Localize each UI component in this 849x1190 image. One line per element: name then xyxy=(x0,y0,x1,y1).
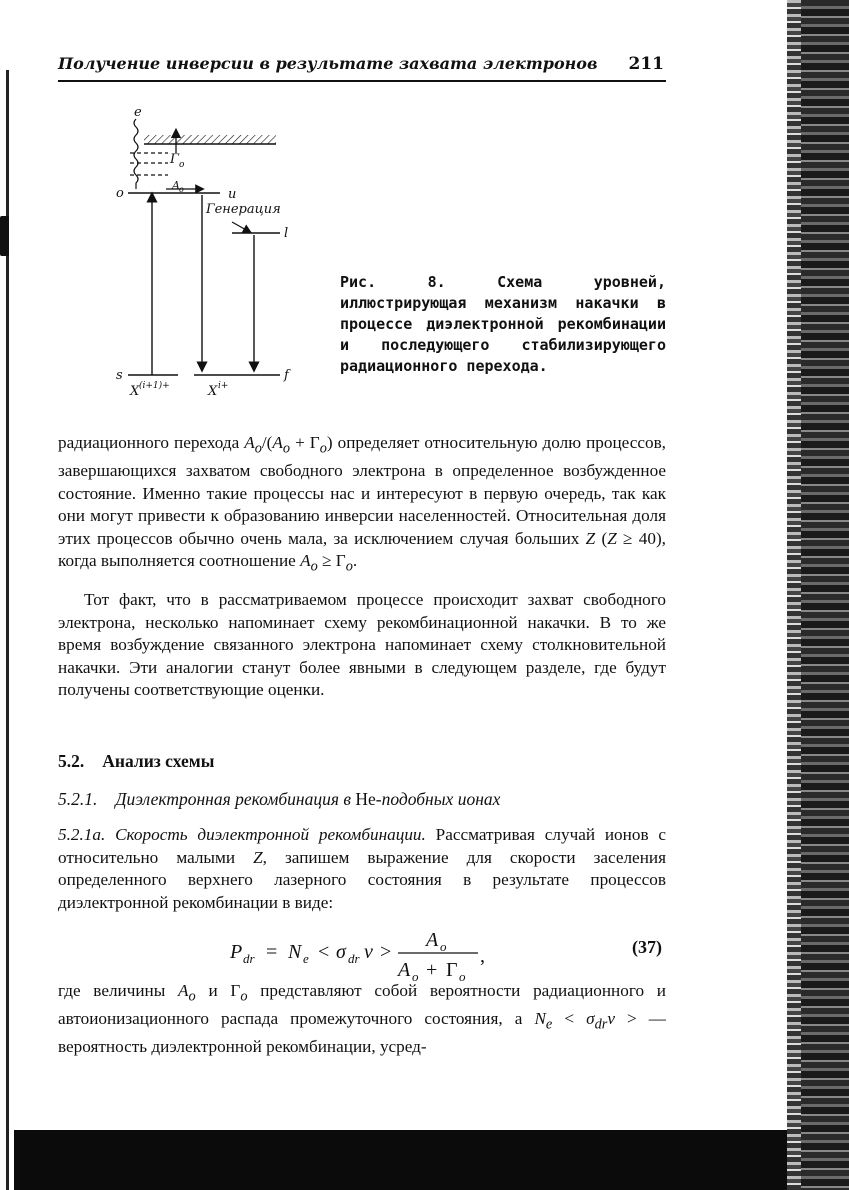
paragraph-3: 5.2.1а. Скорость диэлектронной рекомбинации. Рассматривая случай ионов с относительно малыми Z, запишем выражение для скорости заселения определенного верхнего лазерного состояния в результате процессов диэлектронной рекомбинации в виде: xyxy=(58,825,667,912)
label-gamma: Γ xyxy=(170,152,180,167)
label-f: f xyxy=(284,368,289,383)
section-title: Анализ схемы xyxy=(102,751,215,771)
paragraph-1: радиационного перехода $A_o/(A_o + \Gamma_o)$ определяет относительную долю процессов, завершающихся захватом свободного электрона в определенное возбужденное состояние. Именно такие процессы нас и интересуют в первую очередь, так как они могут привести к образованию инверсии населенностей. Относительная доля этих процессов обычно очень мала, за исключением случая больших Z (Z ≥ 40), когда выполняется соотношение $A_o \ge \Gamma_o$. xyxy=(58,433,666,575)
electron-path xyxy=(134,119,138,189)
svg-text:A: A xyxy=(426,929,439,951)
svg-text:o: o xyxy=(412,969,419,984)
header-rule xyxy=(58,80,666,82)
svg-text:e: e xyxy=(303,951,309,966)
label-x-ion1: X xyxy=(130,384,140,399)
label-l: l xyxy=(284,226,289,241)
svg-text:Γ: Γ xyxy=(446,959,458,981)
label-e: e xyxy=(134,105,142,120)
svg-text:A: A xyxy=(398,959,411,981)
svg-text:v: v xyxy=(364,941,373,963)
svg-text:,: , xyxy=(480,945,485,967)
equation-body xyxy=(58,920,618,984)
scan-bottom-shadow xyxy=(14,1130,787,1190)
label-x-ion2: X xyxy=(208,384,218,399)
caption-text: Схема уровней, иллюстрирующая механизм накачки в процессе диэлектронной рекомбинации и последующего стабилизирующего радиационного перехода. xyxy=(340,273,666,375)
svg-text:o: o xyxy=(440,939,447,954)
svg-text:N: N xyxy=(288,941,302,963)
svg-text:>: > xyxy=(380,941,392,963)
label-o: o xyxy=(116,186,124,201)
equation-number: (37) xyxy=(632,937,662,957)
svg-text:dr: dr xyxy=(348,951,360,966)
svg-text:P: P xyxy=(230,941,243,963)
figure-caption xyxy=(340,272,666,377)
label-s: s xyxy=(116,368,123,383)
running-title: Получение инверсии в результате захвата электронов xyxy=(58,54,598,73)
paragraph-run-in-heading: 5.2.1а. Скорость диэлектронной рекомбинации. xyxy=(58,825,426,844)
section-number: 5.2. xyxy=(58,751,85,771)
label-gamma-sub: o xyxy=(179,160,185,170)
page-number: 211 xyxy=(628,54,664,74)
running-header xyxy=(58,54,664,74)
paragraph-2: Тот факт, что в рассматриваемом процессе происходит захват свободного электрона, несколько напоминает схему рекомбинационной накачки. В то же время возбуждение связанного электрона напоминает схему столкновительной накачки. Эти аналогии станут более явными в следующем разделе, где будут получены соответствующие оценки. xyxy=(58,590,666,700)
svg-text:σ: σ xyxy=(336,941,346,963)
paragraph-4: где величины $A_o$ и $\Gamma_o$ представляют собой вероятности радиационного и автоионизационного распада промежуточного состояния, а $N_e < \sigma_{dr}v$ > — вероятность диэлектронной рекомбинации, усред- xyxy=(58,981,666,1057)
svg-text:=: = xyxy=(266,941,278,963)
scan-left-mark xyxy=(0,216,9,256)
subsection-number: 5.2.1. xyxy=(58,789,98,809)
label-x-ion1-sup: (i+1)+ xyxy=(139,381,170,391)
section-heading xyxy=(58,751,214,772)
scan-book-edge xyxy=(787,0,849,1190)
label-a0: A xyxy=(172,179,180,192)
subsection-heading: 5.2.1. Диэлектронная рекомбинация в Не-подобных ионах xyxy=(58,789,501,809)
level-diagram xyxy=(108,105,308,405)
label-a0-sub: o xyxy=(179,185,184,194)
svg-text:<: < xyxy=(318,941,330,963)
svg-text:o: o xyxy=(459,969,466,984)
continuum-band xyxy=(144,135,276,144)
svg-text:+: + xyxy=(426,959,438,981)
label-x-ion2-sup: i+ xyxy=(218,381,229,391)
label-u: u xyxy=(228,187,237,202)
equation-37 xyxy=(58,920,666,984)
label-generation: Генерация xyxy=(206,202,281,217)
caption-label: Рис. 8. xyxy=(340,273,446,291)
svg-text:dr: dr xyxy=(243,951,255,966)
